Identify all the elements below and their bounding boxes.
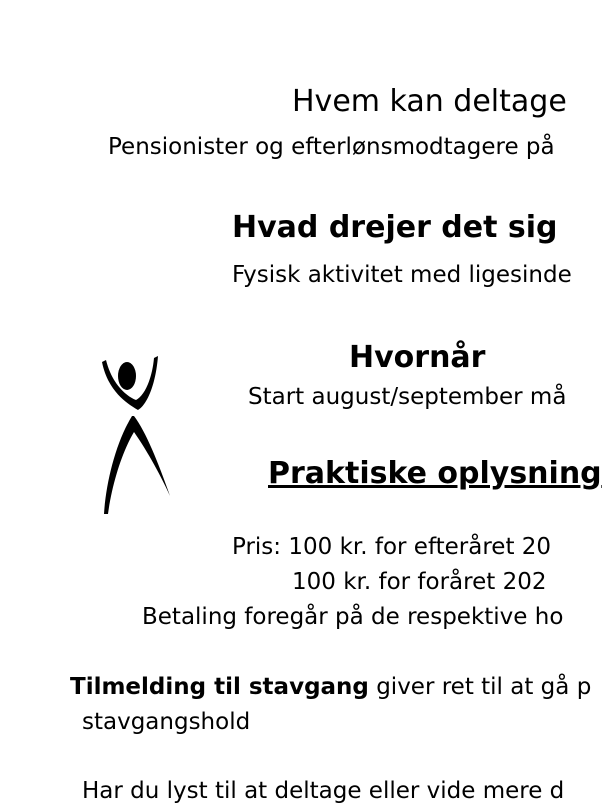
payment-text: Betaling foregår på de respektive ho bbox=[142, 604, 564, 630]
price-spring: 100 kr. for foråret 202 bbox=[292, 569, 547, 595]
when-text: Start august/september må bbox=[248, 384, 567, 410]
who-text: Pensionister og efterlønsmodtagere på bbox=[108, 134, 555, 160]
practical-heading: Praktiske oplysning bbox=[268, 456, 602, 491]
price-autumn: Pris: 100 kr. for efteråret 20 bbox=[232, 534, 552, 560]
person-figure-icon bbox=[98, 352, 174, 518]
what-heading: Hvad drejer det sig bbox=[232, 210, 558, 245]
signup-rest: giver ret til at gå p bbox=[368, 674, 592, 700]
signup-line bbox=[70, 674, 591, 700]
signup-bold-lead: Tilmelding til stavgang bbox=[70, 674, 369, 700]
who-heading: Hvem kan deltage bbox=[292, 84, 567, 119]
what-text: Fysisk aktivitet med ligesinde bbox=[232, 262, 572, 288]
when-heading: Hvornår bbox=[349, 340, 486, 375]
signup-line-2: stavgangshold bbox=[82, 709, 251, 735]
signup-line-3: Har du lyst til at deltage eller vide mere d bbox=[82, 778, 565, 804]
